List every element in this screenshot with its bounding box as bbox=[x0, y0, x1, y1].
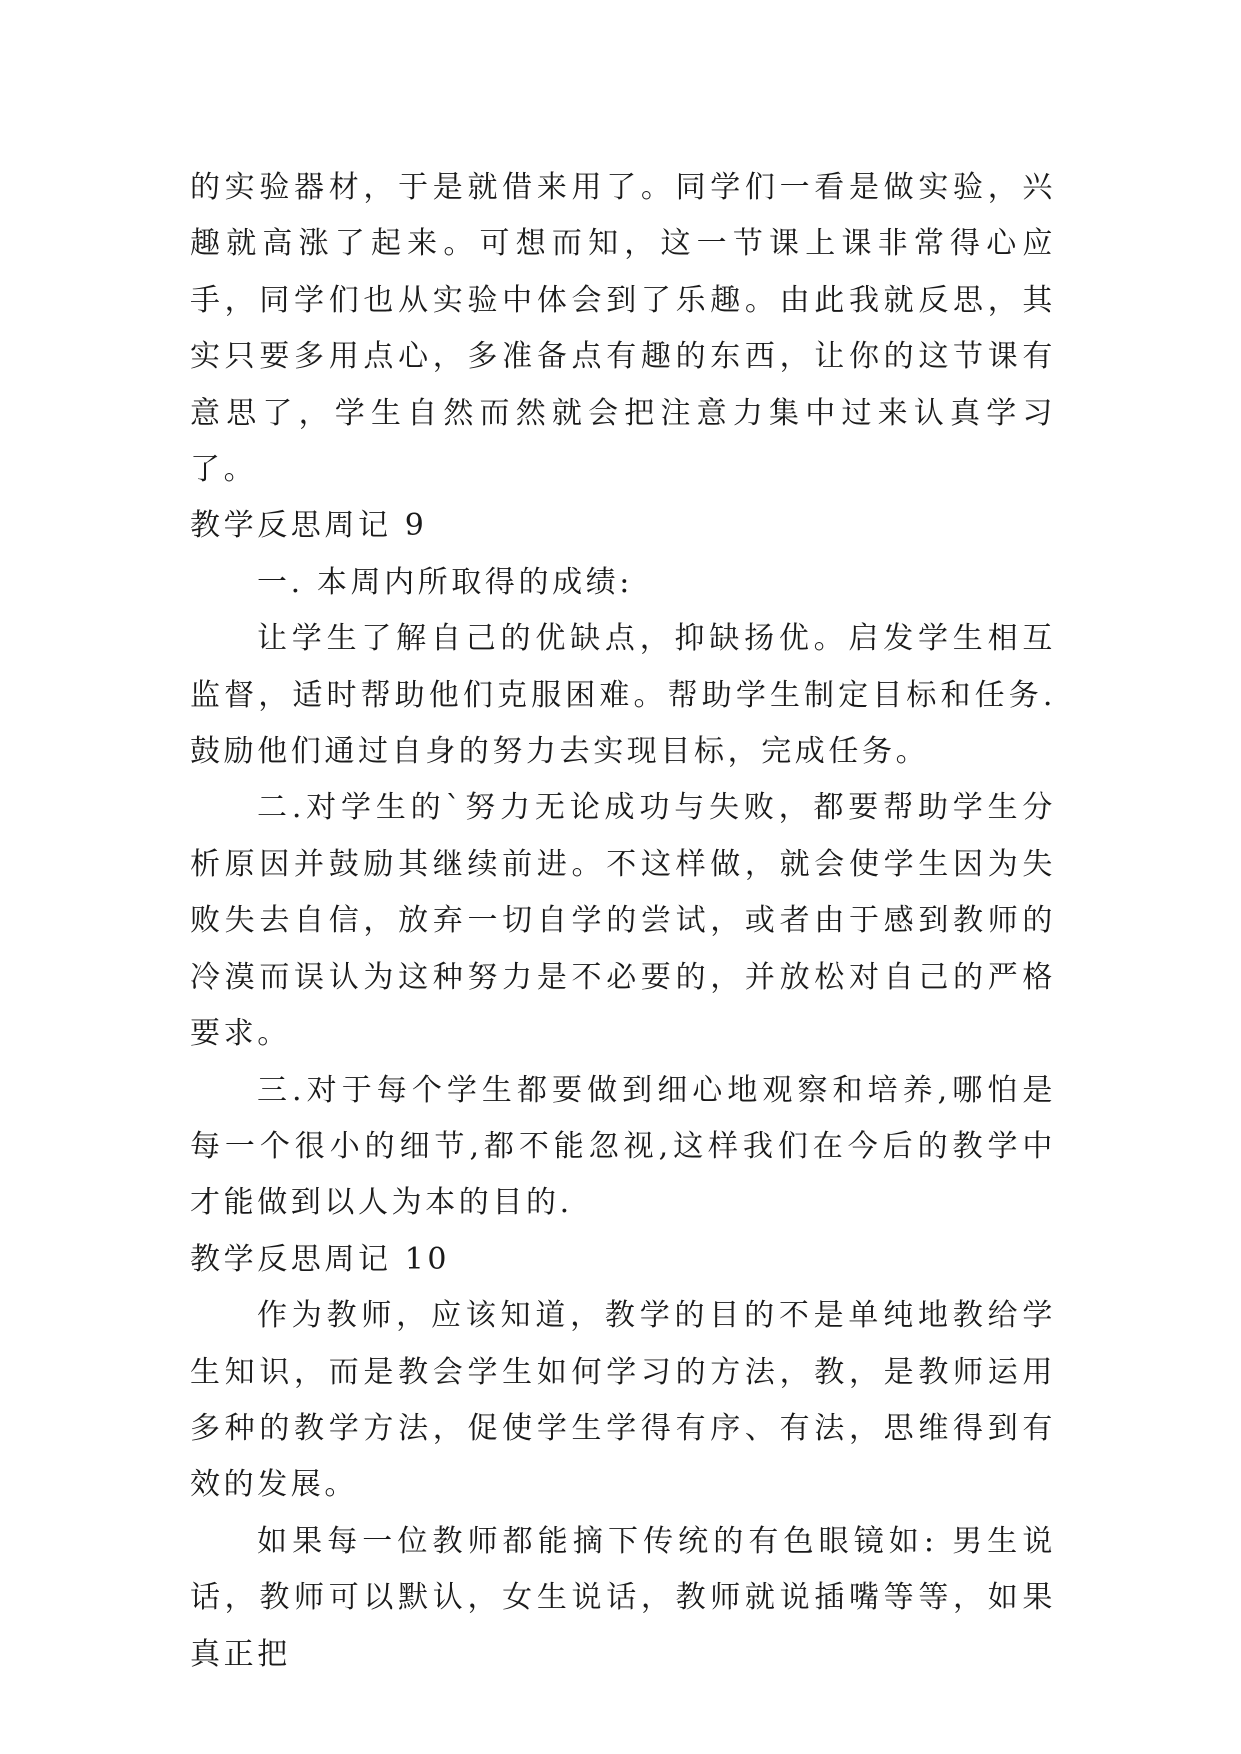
section-heading-10: 教学反思周记 10 bbox=[190, 1241, 451, 1277]
paragraph-continuation: 的实验器材，于是就借来用了。同学们一看是做实验，兴趣就高涨了起来。可想而知，这一节课上课非常得心应手，同学们也从实验中体会到了乐趣。由此我就反思，其实只要多用点心，多准备点有趣的东西，让你的这节课有意思了，学生自然而然就会把注意力集中过来认真学习了。 bbox=[190, 170, 1056, 488]
paragraph-achievements-title: 一. 本周内所取得的成绩: bbox=[257, 564, 633, 600]
section-heading-9: 教学反思周记 9 bbox=[190, 508, 428, 544]
paragraph-teacher-role: 作为教师，应该知道，教学的目的不是单纯地教给学生知识，而是教会学生如何学习的方法，教，是教师运用多种的教学方法，促使学生学得有序、有法，思维得到有效的发展。 bbox=[190, 1298, 1056, 1503]
paragraph-strengths: 让学生了解自己的优缺点，抑缺扬优。启发学生相互监督，适时帮助他们克服困难。帮助学生制定目标和任务.鼓励他们通过自身的努力去实现目标，完成任务。 bbox=[190, 621, 1056, 770]
paragraph-point-two: 二.对学生的`努力无论成功与失败，都要帮助学生分析原因并鼓励其继续前进。不这样做，就会使学生因为失败失去自信，放弃一切自学的尝试，或者由于感到教师的冷漠而误认为这种努力是不必要的，并放松对自己的严格要求。 bbox=[190, 790, 1056, 1052]
paragraph-point-three: 三.对于每个学生都要做到细心地观察和培养,哪怕是每一个很小的细节,都不能忽视,这样我们在今后的教学中才能做到以人为本的目的. bbox=[190, 1072, 1056, 1221]
paragraph-bias: 如果每一位教师都能摘下传统的有色眼镜如: 男生说话，教师可以默认，女生说话，教师就说插嘴等等，如果真正把 bbox=[190, 1523, 1056, 1672]
document-body bbox=[190, 160, 1056, 1683]
